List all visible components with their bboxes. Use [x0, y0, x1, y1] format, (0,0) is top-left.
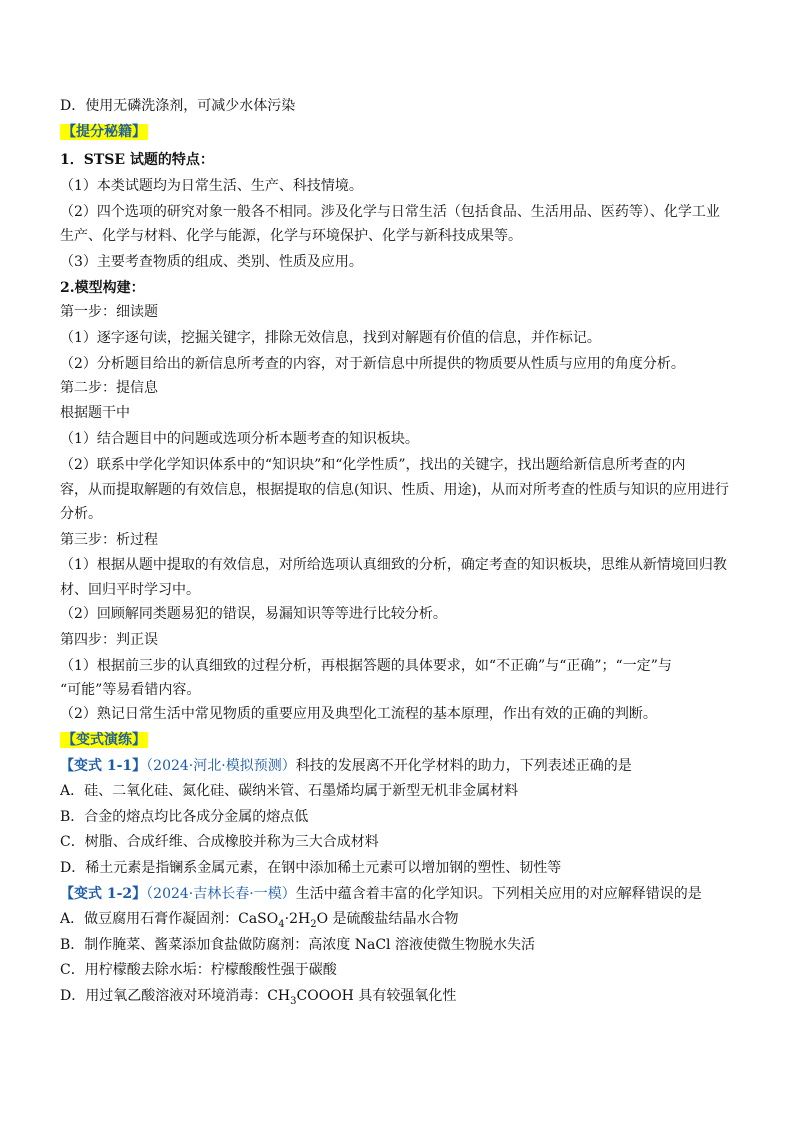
step-1-point-1: （1）逐字逐句读，挖掘关键字，排除无效信息，找到对解题有价值的信息，并作标记。: [60, 330, 601, 346]
question-1-option-a: A．硅、二氧化硅、氮化硅、碳纳米管、石墨烯均属于新型无机非金属材料: [60, 783, 519, 799]
question-2-option-b: B．制作腌菜、酱菜添加食盐做防腐剂：高浓度 NaCl 溶液使微生物脱水失活: [60, 937, 535, 953]
step-3-title: 第三步：析过程: [60, 532, 158, 548]
question-2-tag: 【变式 1-2】: [60, 886, 147, 902]
step-2-point-2a: （2）联系中学化学知识体系中的“知识块”和“化学性质”，找出的关键字，找出题给新信息所考查的内: [60, 457, 686, 473]
tips-header: [60, 122, 148, 142]
step-2-subtitle: 根据题干中: [60, 405, 130, 421]
question-2-option-c: C．用柠檬酸去除水垢：柠檬酸酸性强于碳酸: [60, 962, 337, 978]
question-1-text: 科技的发展离不开化学材料的助力，下列表述正确的是: [295, 758, 632, 774]
question-1-source: （2024·河北·模拟预测）: [146, 758, 296, 774]
question-1-tag: 【变式 1-1】: [60, 758, 147, 774]
practice-header: [60, 730, 148, 750]
option-d-phosphate: D．使用无磷洗涤剂，可减少水体污染: [60, 98, 296, 114]
question-1-option-c: C．树脂、合成纤维、合成橡胶并称为三大合成材料: [60, 834, 379, 850]
question-1-stem: [60, 756, 632, 776]
step-3-point-2: （2）回顾解同类题易犯的错误，易漏知识等等进行比较分析。: [60, 606, 447, 622]
model-title: 2.模型构建：: [60, 280, 145, 296]
step-4-point-1a: （1）根据前三步的认真细致的过程分析，再根据答题的具体要求，如“不正确”与“正确”；“一定”与: [60, 658, 672, 674]
step-4-title: 第四步：判正误: [60, 632, 158, 648]
step-3-point-1b: 材、回归平时学习中。: [60, 582, 200, 598]
step-2-point-2c: 分析。: [60, 506, 102, 522]
step-1-point-2: （2）分析题目给出的新信息所考查的内容，对于新信息中所提供的物质要从性质与应用的角度分析。: [60, 356, 685, 372]
step-2-title: 第二步：提信息: [60, 380, 158, 396]
practice-header-label: 【变式演练】: [62, 732, 146, 748]
stse-point-2a: （2）四个选项的研究对象一般各不相同。涉及化学与日常生活（包括食品、生活用品、医药等）、化学工业: [60, 204, 720, 220]
step-2-point-2b: 容，从而提取解题的有效信息，根据提取的信息(知识、性质、用途)，从而对所考查的性质与知识的应用进行: [60, 482, 729, 498]
step-4-point-2: （2）熟记日常生活中常见物质的重要应用及典型化工流程的基本原理，作出有效的正确的判断。: [60, 706, 657, 722]
question-1-option-d: D．稀土元素是指镧系金属元素，在钢中添加稀土元素可以增加钢的塑性、韧性等: [60, 860, 562, 876]
step-2-point-1: （1）结合题目中的问题或选项分析本题考查的知识板块。: [60, 431, 419, 447]
step-4-point-1b: “可能”等易看错内容。: [60, 682, 201, 698]
stse-point-1: （1）本类试题均为日常生活、生产、科技情境。: [60, 178, 363, 194]
stse-point-2b: 生产、化学与材料、化学与能源，化学与环境保护、化学与新科技成果等。: [60, 228, 522, 244]
step-1-title: 第一步：细读题: [60, 304, 158, 320]
question-2-option-a: A．做豆腐用石膏作凝固剂：$CaSO_4\cdot 2H_2O$ 是硫酸盐结晶水合物: [60, 911, 459, 930]
question-2-source: （2024·吉林长春·一模）: [146, 886, 296, 902]
question-2-option-d: D．用过氧乙酸溶液对环境消毒：$CH_3COOOH$ 具有较强氧化性: [60, 988, 457, 1007]
stse-point-3: （3）主要考查物质的组成、类别、性质及应用。: [60, 254, 363, 270]
step-3-point-1a: （1）根据从题中提取的有效信息，对所给选项认真细致的分析，确定考查的知识板块，思维从新情境回归教: [60, 557, 727, 573]
question-2-stem: [60, 884, 702, 904]
stse-title: 1．STSE 试题的特点：: [60, 152, 214, 168]
question-2-text: 生活中蕴含着丰富的化学知识。下列相关应用的对应解释错误的是: [295, 886, 702, 902]
question-1-option-b: B．合金的熔点均比各成分金属的熔点低: [60, 809, 309, 825]
tips-header-label: 【提分秘籍】: [62, 124, 146, 140]
